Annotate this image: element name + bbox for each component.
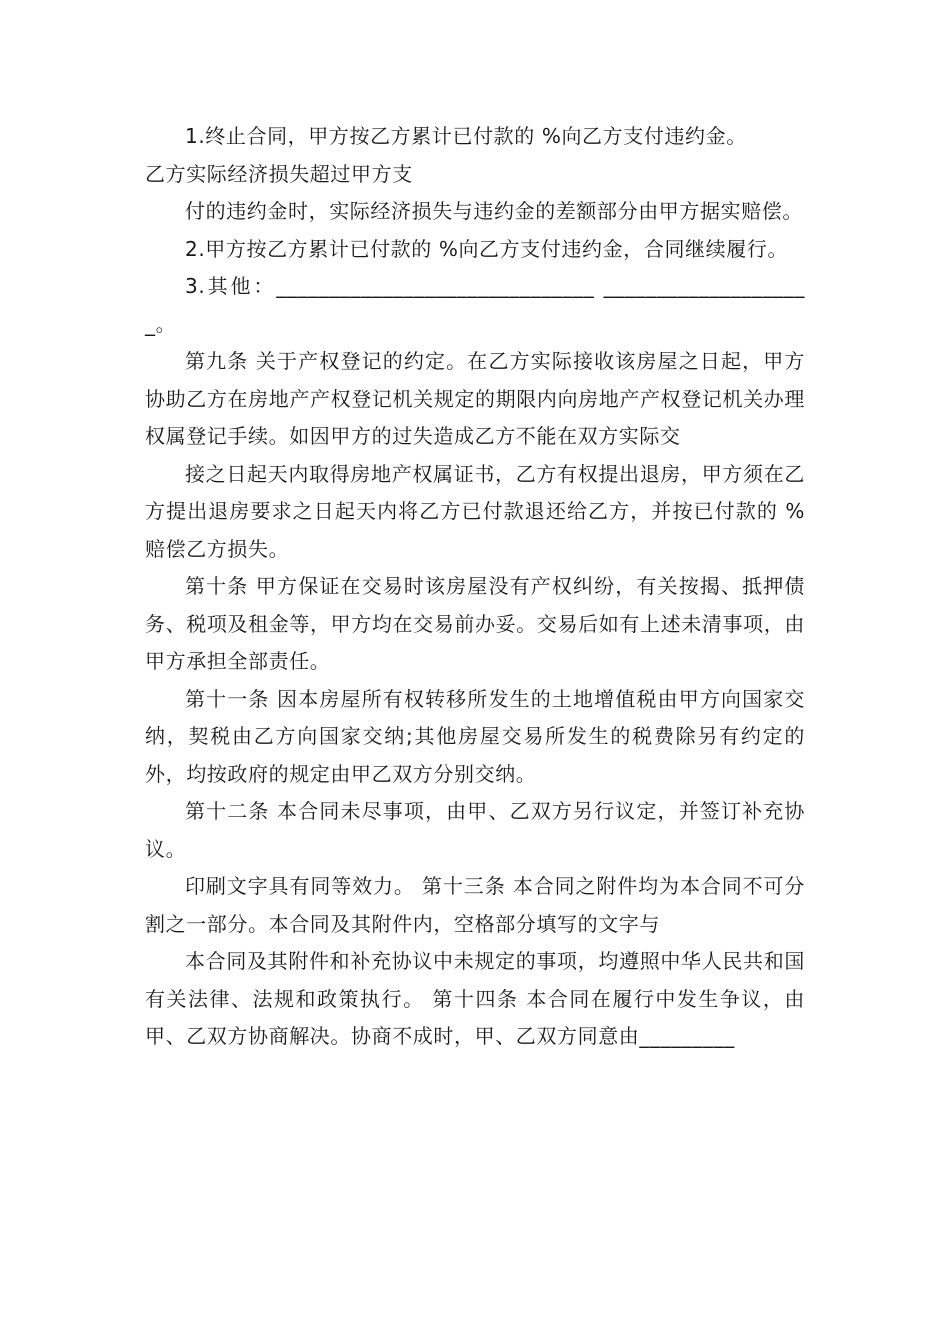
paragraph-other: 3.其他：______________________________ ___________________ _。 — [145, 274, 805, 336]
paragraph-article-12: 第十二条 本合同未尽事项，由甲、乙双方另行议定，并签订补充协议。 — [145, 799, 805, 861]
paragraph-article-9-continued: 接之日起天内取得房地产权属证书，乙方有权提出退房，甲方须在乙方提出退房要求之日起天内将乙方已付款退还给乙方，并按已付款的 %赔偿乙方损失。 — [145, 461, 805, 561]
paragraph-article-10: 第十条 甲方保证在交易时该房屋没有产权纠纷，有关按揭、抵押债务、税项及租金等，甲方均在交易前办妥。交易后如有上述未清事项，由甲方承担全部责任。 — [145, 574, 805, 673]
paragraph-loss-exceeds: 乙方实际经济损失超过甲方支 — [145, 161, 413, 186]
document-body — [145, 118, 805, 1056]
paragraph-termination-clause: 1.终止合同，甲方按乙方累计已付款的 %向乙方支付违约金。 — [185, 124, 747, 148]
paragraph-continue-performance: 2.甲方按乙方累计已付款的 %向乙方支付违约金，合同继续履行。 — [185, 236, 789, 261]
paragraph-article-13: 印刷文字具有同等效力。 第十三条 本合同之附件均为本合同不可分割之一部分。本合同及其附件内，空格部分填写的文字与 — [145, 874, 805, 936]
paragraph-article-14: 本合同及其附件和补充协议中未规定的事项，均遵照中华人民共和国有关法律、法规和政策执行。 第十四条 本合同在履行中发生争议，由甲、乙双方协商解决。协商不成时，甲、乙双方同意由_________ — [145, 949, 805, 1048]
paragraph-article-9: 第九条 关于产权登记的约定。在乙方实际接收该房屋之日起，甲方协助乙方在房地产产权登记机关规定的期限内向房地产产权登记机关办理权属登记手续。如因甲方的过失造成乙方不能在双方实际交 — [145, 349, 805, 448]
paragraph-article-11: 第十一条 因本房屋所有权转移所发生的土地增值税由甲方向国家交纳，契税由乙方向国家交纳;其他房屋交易所发生的税费除另有约定的外，均按政府的规定由甲乙双方分别交纳。 — [145, 686, 805, 786]
paragraph-compensation: 付的违约金时，实际经济损失与违约金的差额部分由甲方据实赔偿。 — [185, 199, 803, 223]
